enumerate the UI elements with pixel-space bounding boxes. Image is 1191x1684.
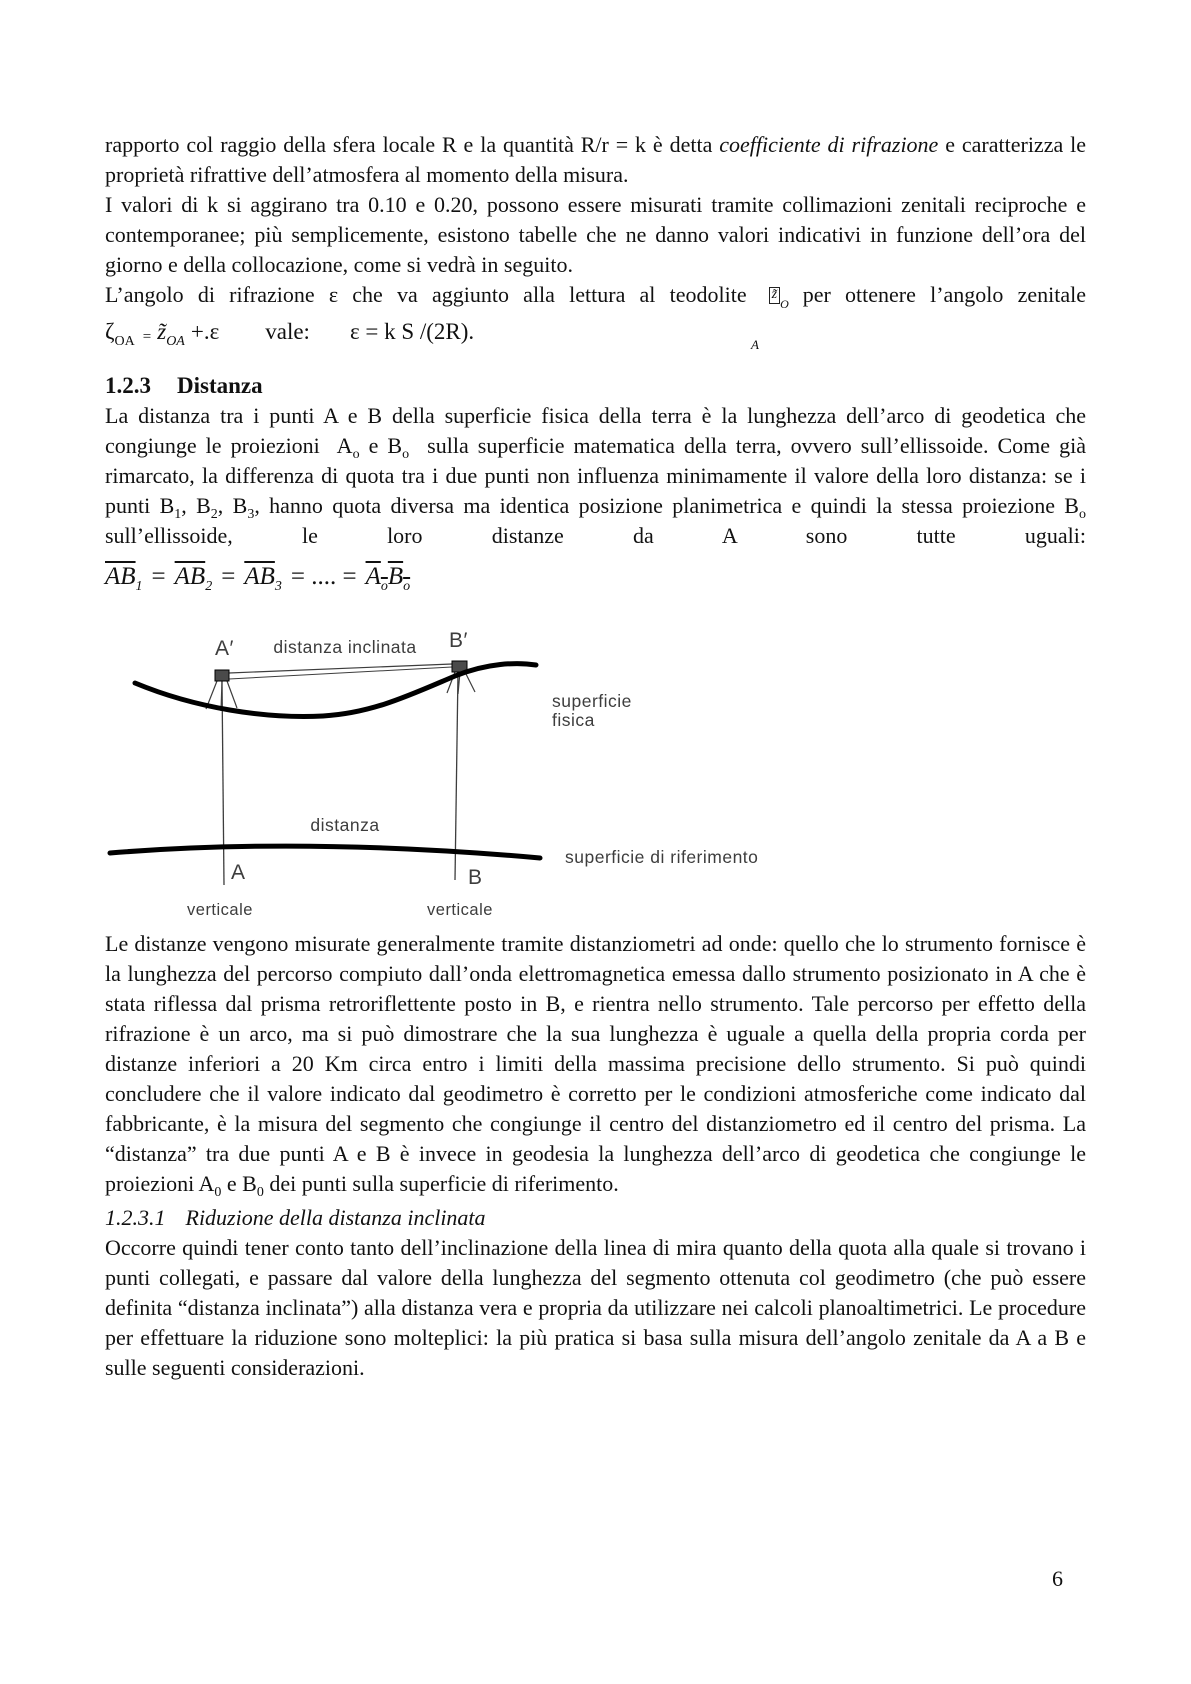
p4-text: sulla superficie matematica della terra, ovvero sull’ellissoide. Come già rimarcato, la differenza di quota tra i due punti non influenza minimamente il valore della loro distanza: se i punti B <box>105 433 1086 518</box>
page-content <box>105 130 1086 1383</box>
instrument-a-prime <box>215 670 229 681</box>
formula-dots-equals: = .... = <box>290 563 357 590</box>
p1-text-end: e caratterizza le proprietà rifrattive dell’atmosfera al momento della misura. <box>105 132 1086 187</box>
p3-text-end: per ottenere l’angolo zenitale <box>802 282 1086 307</box>
subsection-heading-riduzione <box>105 1203 1086 1233</box>
p4-text: , B <box>181 493 211 518</box>
formula-ab-equality-chain <box>105 557 1086 597</box>
physical-surface-curve <box>135 664 536 717</box>
inline-equation-z-tilde <box>769 282 789 311</box>
equation-box-glyph: z̃ <box>769 287 780 304</box>
formula-ab3-subscript: 3 <box>274 579 282 594</box>
section-heading-distanza <box>105 371 1086 401</box>
formula-ab3-overline: $\overline{AB}$ <box>244 563 275 590</box>
formula-epsilon-expression: ε = k S /(2R). <box>349 319 475 344</box>
formula-ab1-subscript: 1 <box>135 579 143 594</box>
diagram-label-verticale-right: verticale <box>427 901 493 919</box>
p1-text-start: rapporto col raggio della sfera locale R e la quantità R/r = k è detta <box>105 132 720 157</box>
p5-subscript: 0 <box>214 1185 222 1200</box>
formula-ab1-overline: $\overline{AB}$ <box>105 563 136 590</box>
paragraph-distance-definition <box>105 401 1086 551</box>
paragraph-k-values: I valori di k si aggirano tra 0.10 e 0.20, possono essere misurati tramite collimazioni zenitali reciproche e contemporanee; più semplicemente, esistono tabelle che ne danno valori indicativi in funzione dell’ora del giorno e della collocazione, come si vedrà in seguito. <box>105 192 1086 277</box>
formula-zeta-refraction <box>105 314 1086 355</box>
diagram-label-b-prime: B′ <box>449 629 468 652</box>
p5-text: e B <box>221 1171 257 1196</box>
formula-zeta-symbol: ζ <box>105 319 115 344</box>
p4-subscript: 3 <box>247 507 255 522</box>
formula-equals: = <box>221 563 236 590</box>
p4-text: e B <box>359 433 403 458</box>
diagram-label-verticale-left: verticale <box>187 901 253 919</box>
subsection-number: 1.2.3.1 <box>105 1205 166 1230</box>
p5-text: Le distanze vengono misurate generalmente tramite distanziometri ad onde: quello che lo strumento fornisce è la lunghezza del percorso compiuto dall’onda elettromagnetica emessa dallo strumento posizionato in A che è stata riflessa dal prisma retroriflettente posto in B, e rientra nello strumento. Tale percorso per effetto della rifrazione è un arco, ma si può dimostrare che la sua lunghezza è uguale a quella della propria corda per distanze inferiori a 20 Km circa entro i limiti della massima precisione dello strumento. Si può quindi concludere che il valore indicato dal geodimetro è corretto per le condizioni atmosferiche come indicato dal fabbricante, è la misura del segmento che congiunge il centro del distanziometro ed il centro del prisma. La “distanza” tra due punti A e B è invece in geodesia la lunghezza dell’arco di geodetica che congiunge le proiezioni A <box>105 931 1086 1196</box>
p4-text: , hanno quota diversa ma identica posizione planimetrica e quindi la stessa proiezione B <box>254 493 1079 518</box>
diagram-label-superficie-riferimento: superficie di riferimento <box>565 847 759 867</box>
p4-text: , B <box>217 493 248 518</box>
p4-subscript: o <box>1078 507 1086 522</box>
formula-equals: = <box>151 563 166 590</box>
diagram-label-point-b: B <box>468 866 483 889</box>
vertical-line-a <box>222 681 224 885</box>
formula-zeta-subscript: OA <box>114 334 135 349</box>
paragraph-refraction-angle <box>105 280 1086 310</box>
p4-text: sull’ellissoide, le loro distanze da A sono tutte uguali: <box>105 523 1086 548</box>
formula-equals-sign: = <box>142 329 152 345</box>
p3-text-start: L’angolo di rifrazione ε che va aggiunto alla lettura al teodolite <box>105 282 747 307</box>
page-number: 6 <box>1052 1566 1063 1591</box>
p5-subscript: 0 <box>256 1185 264 1200</box>
tripod-a-leg <box>227 681 237 708</box>
equation-box-subscript: O <box>780 297 789 311</box>
diagram-label-distanza: distanza <box>310 815 380 835</box>
formula-ao-subscript: o <box>380 579 388 594</box>
p4-subscript: 2 <box>210 507 218 522</box>
formula-plus-epsilon: +.ε <box>190 319 220 344</box>
paragraph-refraction-coefficient <box>105 130 1086 190</box>
formula-bo-subscript: o <box>403 579 411 594</box>
formula-aobo-overline <box>365 563 411 594</box>
p4-subscript: o <box>402 447 410 462</box>
p4-subscript: 1 <box>174 507 182 522</box>
paragraph-inclined-distance-reduction: Occorre quindi tener conto tanto dell’inclinazione della linea di mira quanto della quota alla quale si trovano i punti collegati, e passare dal valore della lunghezza del segmento ottenuta col geodimetro (che può essere definita “distanza inclinata”) alla distanza vera e propria da utilizzare nei calcoli planoaltimetrici. Le procedure per effettuare la riduzione sono molteplici: la più pratica si basa sulla misura dell’angolo zenitale da A a B e sulle seguenti considerazioni. <box>105 1235 1086 1380</box>
formula-ao: A <box>365 563 381 590</box>
diagram-label-superficie-fisica-2: fisica <box>552 710 595 730</box>
formula-vale-label: vale: <box>265 319 310 344</box>
formula-z-subscript: OA <box>166 334 185 349</box>
paragraph-distance-measurement <box>105 929 1086 1199</box>
section-title: Distanza <box>177 373 263 398</box>
subsection-title: Riduzione della distanza inclinata <box>185 1205 486 1230</box>
formula-z-tilde: z̃ <box>157 319 167 344</box>
section-number: 1.2.3 <box>105 373 151 398</box>
diagram-label-distanza-inclinata: distanza inclinata <box>273 637 417 657</box>
p5-text: dei punti sulla superficie di riferimento. <box>263 1171 619 1196</box>
p4-text: La distanza tra i punti A e B della superficie fisica della terra è la lunghezza dell’arco di geodetica che congiunge le proiezioni A <box>105 403 1086 458</box>
formula-bo: B <box>387 563 404 590</box>
p1-italic-term: coefficiente di rifrazione <box>719 132 939 157</box>
vertical-line-b <box>455 672 458 880</box>
p4-subscript: o <box>352 447 360 462</box>
reference-surface-curve <box>110 846 540 858</box>
diagram-label-a-prime: A′ <box>215 637 234 660</box>
formula-ab2-subscript: 2 <box>205 579 213 594</box>
formula-stray-a-artifact: A <box>751 337 759 352</box>
formula-ab2-overline: $\overline{AB}$ <box>174 563 206 590</box>
tripod-b-leg <box>465 672 475 692</box>
diagram-label-point-a: A <box>231 861 246 884</box>
diagram-label-superficie-fisica-1: superficie <box>552 691 632 711</box>
distance-diagram <box>105 609 1086 929</box>
